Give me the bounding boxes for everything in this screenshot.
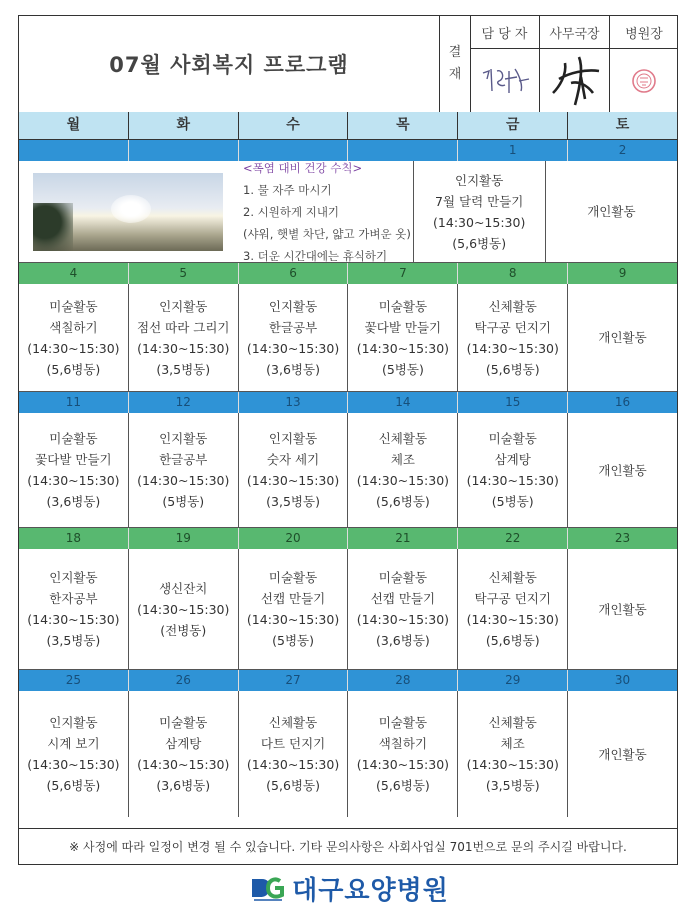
day-cell: 신체활동 체조 (14:30~15:30) (5,6병동) xyxy=(348,413,458,527)
schedule-frame xyxy=(18,15,678,865)
manager-signature xyxy=(470,49,539,112)
day-cell: 신체활동 탁구공 던지기 (14:30~15:30) (5,6병동) xyxy=(458,284,568,391)
day-cell: 개인활동 xyxy=(598,462,647,478)
week-1-dates: 1 2 xyxy=(19,140,677,161)
day-cell: 신체활동 다트 던지기 (14:30~15:30) (5,6병동) xyxy=(239,691,349,817)
approval-president: 병원장 xyxy=(610,16,678,112)
signature-image xyxy=(545,53,605,109)
signature-image xyxy=(475,61,535,101)
weekday-header xyxy=(19,112,677,140)
approval-box xyxy=(439,16,678,112)
day-cell: 신체활동 탁구공 던지기 (14:30~15:30) (5,6병동) xyxy=(458,549,568,669)
day-cell: 개인활동 xyxy=(598,746,647,762)
week-1-row xyxy=(19,161,677,263)
day-cell: 인지활동 7월 달력 만들기 (14:30~15:30) (5,6병동) xyxy=(414,161,546,262)
week-2-dates: 4 5 6 7 8 9 xyxy=(19,263,677,284)
notice-text: ※ 사정에 따라 일정이 변경 될 수 있습니다. 기타 문의사항은 사회사업실 701번으로 문의 주시길 바랍니다. xyxy=(19,828,677,864)
week-4-dates: 18 19 20 21 22 23 xyxy=(19,528,677,549)
hospital-name: 대구요양병원 xyxy=(292,875,449,906)
sunset-photo xyxy=(33,173,223,251)
seal-image xyxy=(629,66,659,96)
hospital-logo xyxy=(250,870,449,907)
day-cell: 인지활동 한자공부 (14:30~15:30) (3,5병동) xyxy=(19,549,129,669)
approval-label: 결 재 xyxy=(440,16,471,112)
day-cell: 인지활동 시계 보기 (14:30~15:30) (5,6병동) xyxy=(19,691,129,817)
week-3-row xyxy=(19,413,677,528)
weekday-mon: 월 xyxy=(19,112,129,139)
day-cell: 미술활동 색칠하기 (14:30~15:30) (5,6병동) xyxy=(348,691,458,817)
footer xyxy=(0,868,699,908)
president-seal xyxy=(610,49,678,112)
day-cell: 미술활동 꽃다발 만들기 (14:30~15:30) (3,6병동) xyxy=(19,413,129,527)
calendar xyxy=(19,112,677,817)
week-2-row xyxy=(19,284,677,392)
week-5-row xyxy=(19,691,677,817)
heat-tips: <폭염 대비 건강 수칙> 1. 물 자주 마시기 2. 시원하게 지내기 (샤워, 햇볕 차단, 얇고 가벼운 옷) 3. 더운 시간대에는 휴식하기 xyxy=(243,160,411,263)
day-cell: 개인활동 xyxy=(598,601,647,617)
day-cell: 미술활동 삼계탕 (14:30~15:30) (5병동) xyxy=(458,413,568,527)
day-cell: 미술활동 꽃다발 만들기 (14:30~15:30) (5병동) xyxy=(348,284,458,391)
approval-director: 사무국장 xyxy=(540,16,610,112)
heat-tips-panel xyxy=(19,161,414,262)
day-cell: 인지활동 한글공부 (14:30~15:30) (5병동) xyxy=(129,413,239,527)
weekday-wed: 수 xyxy=(239,112,349,139)
day-cell: 신체활동 체조 (14:30~15:30) (3,5병동) xyxy=(458,691,568,817)
week-4-row xyxy=(19,549,677,670)
approval-manager: 담 당 자 xyxy=(470,16,540,112)
day-cell: 미술활동 삼계탕 (14:30~15:30) (3,6병동) xyxy=(129,691,239,817)
day-cell: 미술활동 선캡 만들기 (14:30~15:30) (3,6병동) xyxy=(348,549,458,669)
day-cell: 인지활동 점선 따라 그리기 (14:30~15:30) (3,5병동) xyxy=(129,284,239,391)
day-cell: 개인활동 xyxy=(587,204,636,219)
day-cell: 생신잔치 (14:30~15:30) (전병동) xyxy=(129,549,239,669)
day-cell: 인지활동 한글공부 (14:30~15:30) (3,6병동) xyxy=(239,284,349,391)
hospital-logo-icon xyxy=(250,873,286,903)
day-cell: 미술활동 선캡 만들기 (14:30~15:30) (5병동) xyxy=(239,549,349,669)
weekday-fri: 금 xyxy=(458,112,568,139)
week-5-dates: 25 26 27 28 29 30 xyxy=(19,670,677,691)
weekday-sat: 토 xyxy=(615,117,630,133)
week-3-dates: 11 12 13 14 15 16 xyxy=(19,392,677,413)
weekday-tue: 화 xyxy=(129,112,239,139)
page-title: 07월 사회복지 프로그램 xyxy=(109,53,349,77)
header xyxy=(19,16,677,113)
day-cell: 개인활동 xyxy=(598,330,647,345)
day-cell: 미술활동 색칠하기 (14:30~15:30) (5,6병동) xyxy=(19,284,129,391)
weekday-thu: 목 xyxy=(348,112,458,139)
day-cell: 인지활동 숫자 세기 (14:30~15:30) (3,5병동) xyxy=(239,413,349,527)
director-signature xyxy=(540,49,609,112)
